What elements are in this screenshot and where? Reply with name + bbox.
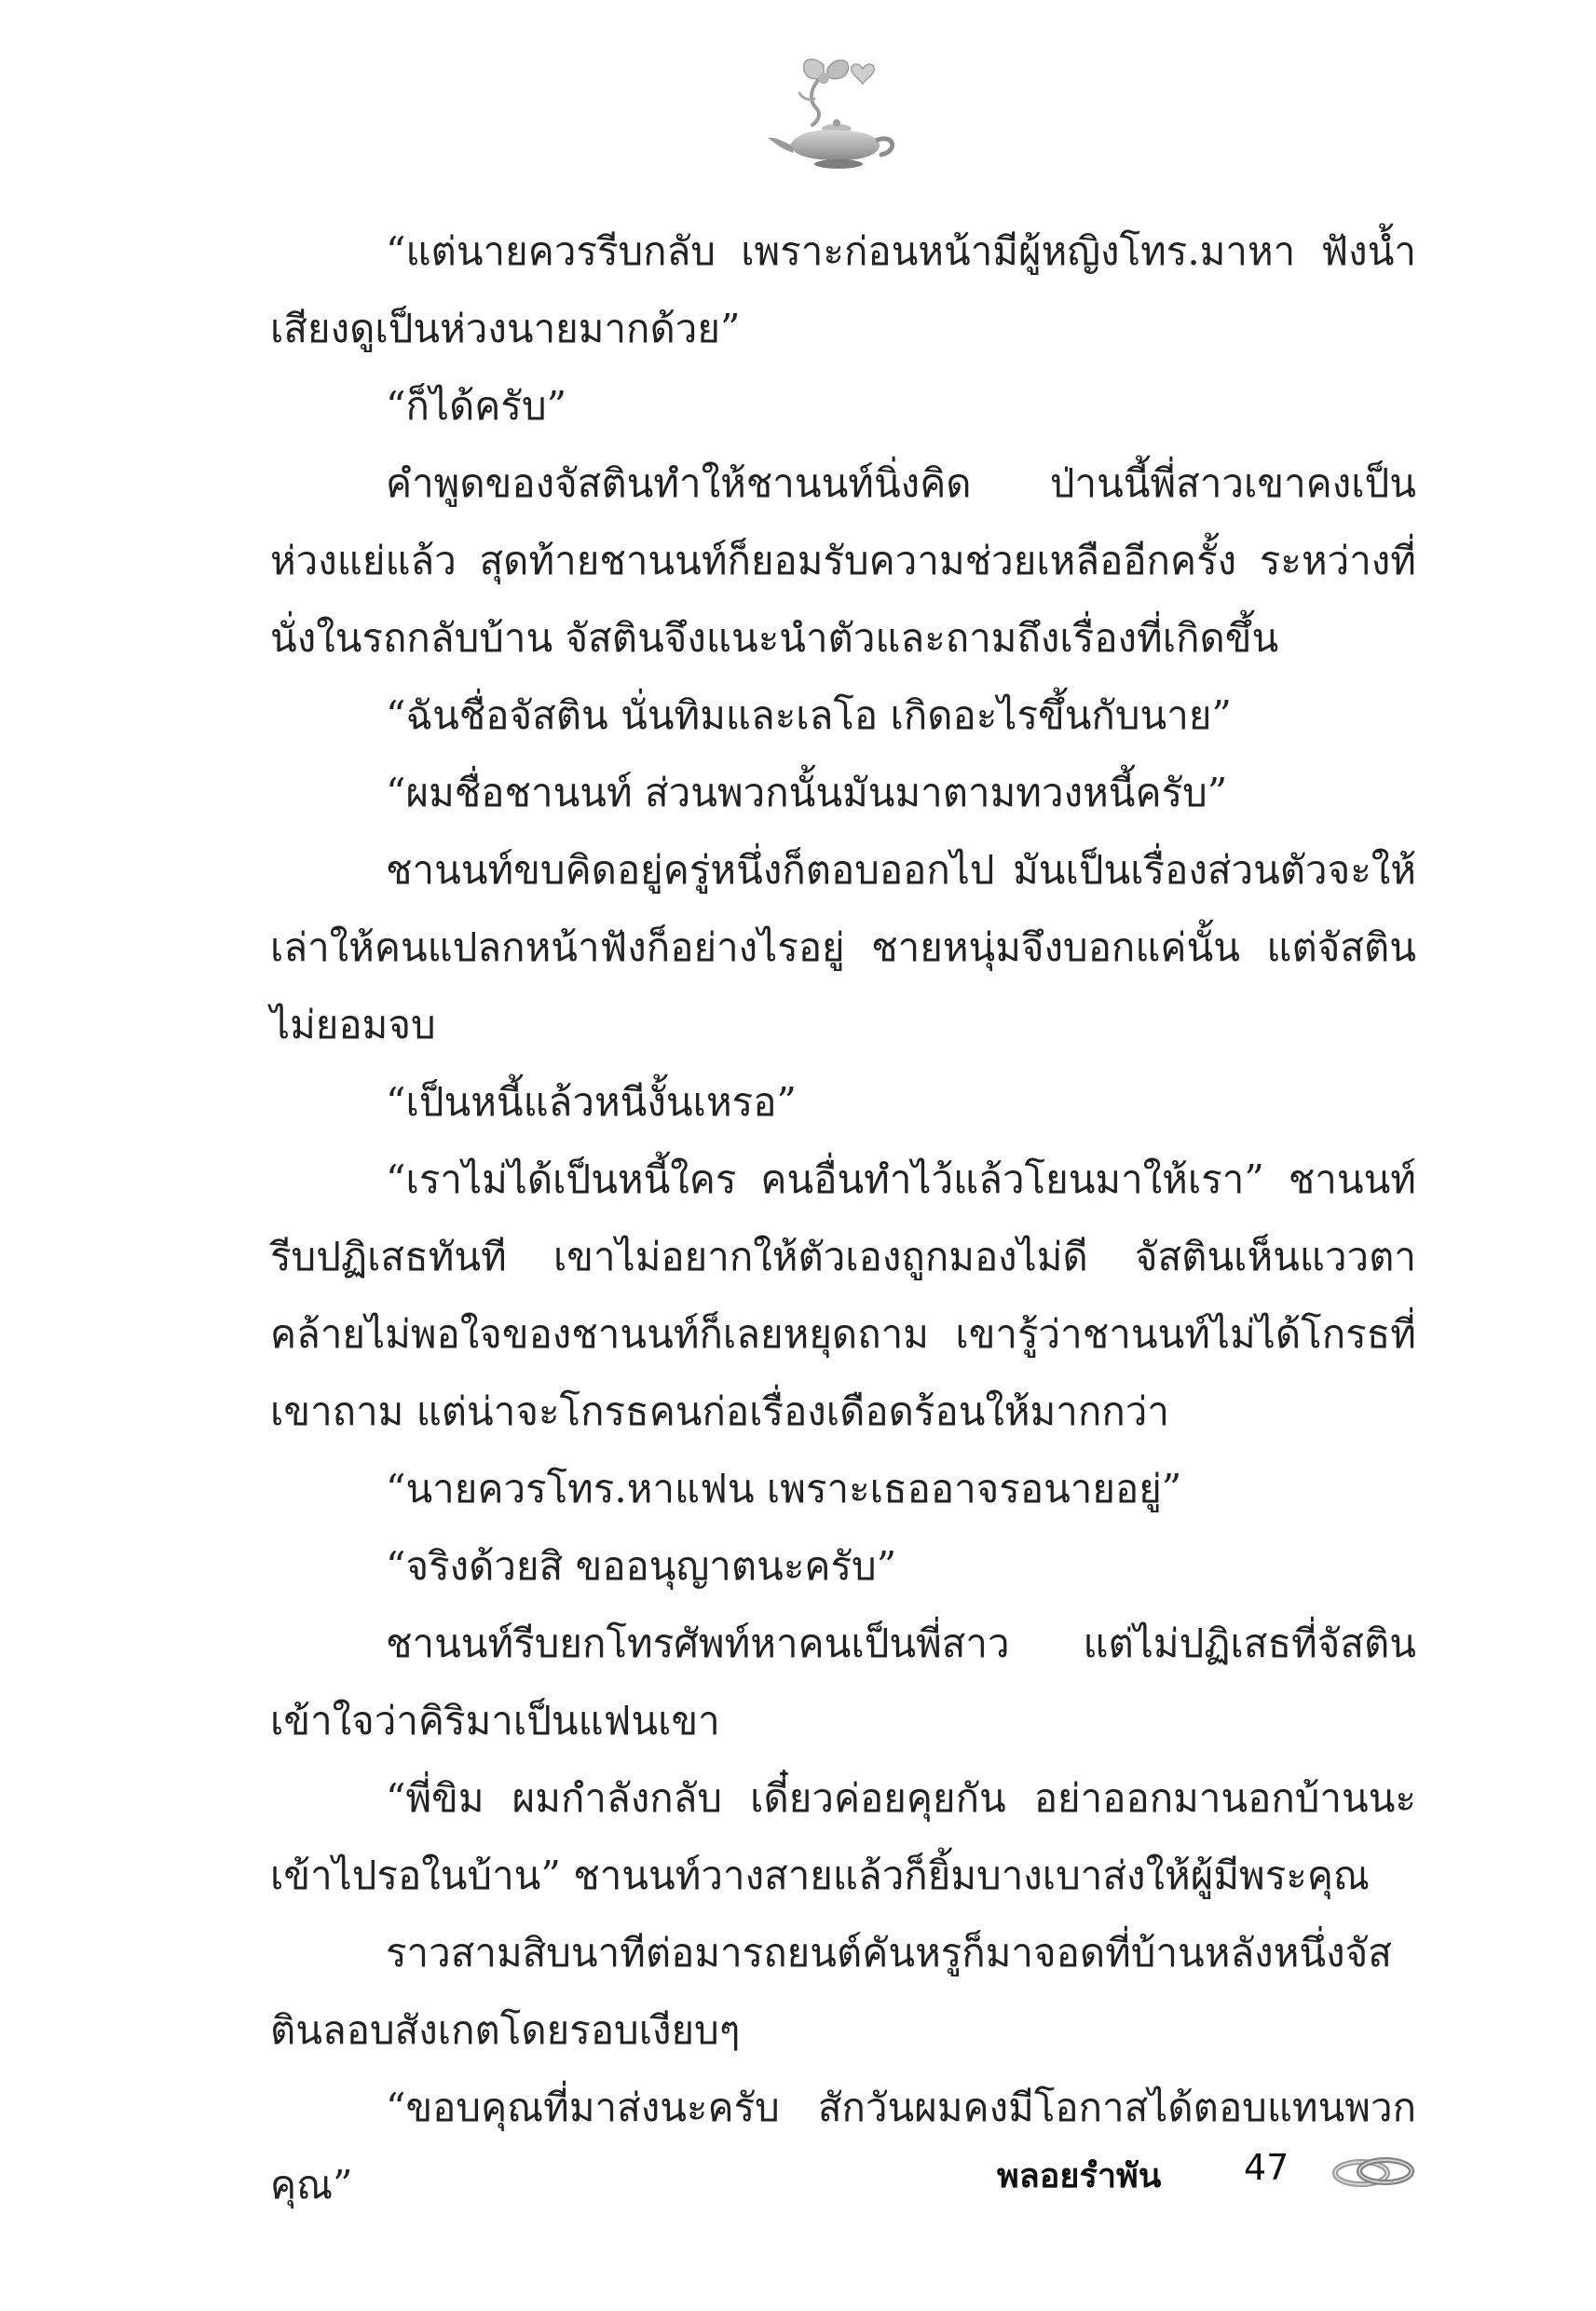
paragraph: คำพูดของจัสตินทำให้ชานนท์นิ่งคิด ป่านนี้พี่สาวเขาคงเป็นห่วงแย่แล้ว สุดท้ายชานนท์ก็ยอมรับความช่วยเหลืออีกครั้ง ระหว่างที่นั่งในรถกลับบ้าน จัสตินจึงแนะนำตัวและถามถึงเรื่องที่เกิดขึ้น <box>270 460 1416 661</box>
book-title: พลอยรำพัน <box>997 2157 1162 2195</box>
paragraph: “ฉันชื่อจัสติน นั่นทิมและเลโอ เกิดอะไรขึ้นกับนาย” <box>386 692 1232 738</box>
page-number: 47 <box>1244 2147 1289 2188</box>
paragraph: ชานนท์รีบยกโทรศัพท์หาคนเป็นพี่สาว แต่ไม่ปฏิเสธที่จัสตินเข้าใจว่าคิริมาเป็นแฟนเขา <box>270 1620 1416 1744</box>
paragraph: ราวสามสิบนาทีต่อมารถยนต์คันหรูก็มาจอดที่บ้านหลังหนึ่งจัสตินลอบสังเกตโดยรอบเงียบๆ <box>270 1930 1392 2053</box>
paragraph: “ขอบคุณที่มาส่งนะครับ สักวันผมคงมีโอกาสได้ตอบแทนพวกคุณ” <box>270 2085 1416 2208</box>
paragraph: “เราไม่ได้เป็นหนี้ใคร คนอื่นทำไว้แล้วโยนมาให้เรา” ชานนท์รีบปฏิเสธทันที เขาไม่อยากให้ตัวเองถูกมองไม่ดี จัสตินเห็นแววตาคล้ายไม่พอใจของชานนท์ก็เลยหยุดถาม เขารู้ว่าชานนท์ไม่ได้โกรธที่เขาถาม แต่น่าจะโกรธคนก่อเรื่องเดือดร้อนให้มากกว่า <box>270 1156 1416 1434</box>
paragraph: “ผมชื่อชานนท์ ส่วนพวกนั้นมันมาตามทวงหนี้ครับ” <box>386 770 1228 815</box>
wedding-rings-icon <box>1328 2143 1421 2199</box>
paragraph: “นายควรโทร.หาแฟน เพราะเธออาจรอนายอยู่” <box>386 1466 1182 1511</box>
lamp-with-fairy-icon <box>762 52 902 171</box>
paragraph: ชานนท์ขบคิดอยู่ครู่หนึ่งก็ตอบออกไป มันเป็นเรื่องส่วนตัวจะให้เล่าให้คนแปลกหน้าฟังก็อย่างไรอยู่ ชายหนุ่มจึงบอกแค่นั้น แต่จัสตินไม่ยอมจบ <box>270 847 1416 1047</box>
paragraph: “พี่ขิม ผมกำลังกลับ เดี๋ยวค่อยคุยกัน อย่าออกมานอกบ้านนะเข้าไปรอในบ้าน” ชานนท์วางสายแล้วก็ยิ้มบางเบาส่งให้ผู้มีพระคุณ <box>270 1775 1416 1898</box>
paragraph: “จริงด้วยสิ ขออนุญาตนะครับ” <box>386 1543 897 1589</box>
paragraph: “ก็ได้ครับ” <box>386 383 567 429</box>
paragraph: “แต่นายควรรีบกลับ เพราะก่อนหน้ามีผู้หญิงโทร.มาหา ฟังน้ำเสียงดูเป็นห่วงนายมากด้วย” <box>270 228 1416 351</box>
story-text <box>270 212 1416 2223</box>
paragraph: “เป็นหนี้แล้วหนีงั้นเหรอ” <box>386 1079 797 1125</box>
